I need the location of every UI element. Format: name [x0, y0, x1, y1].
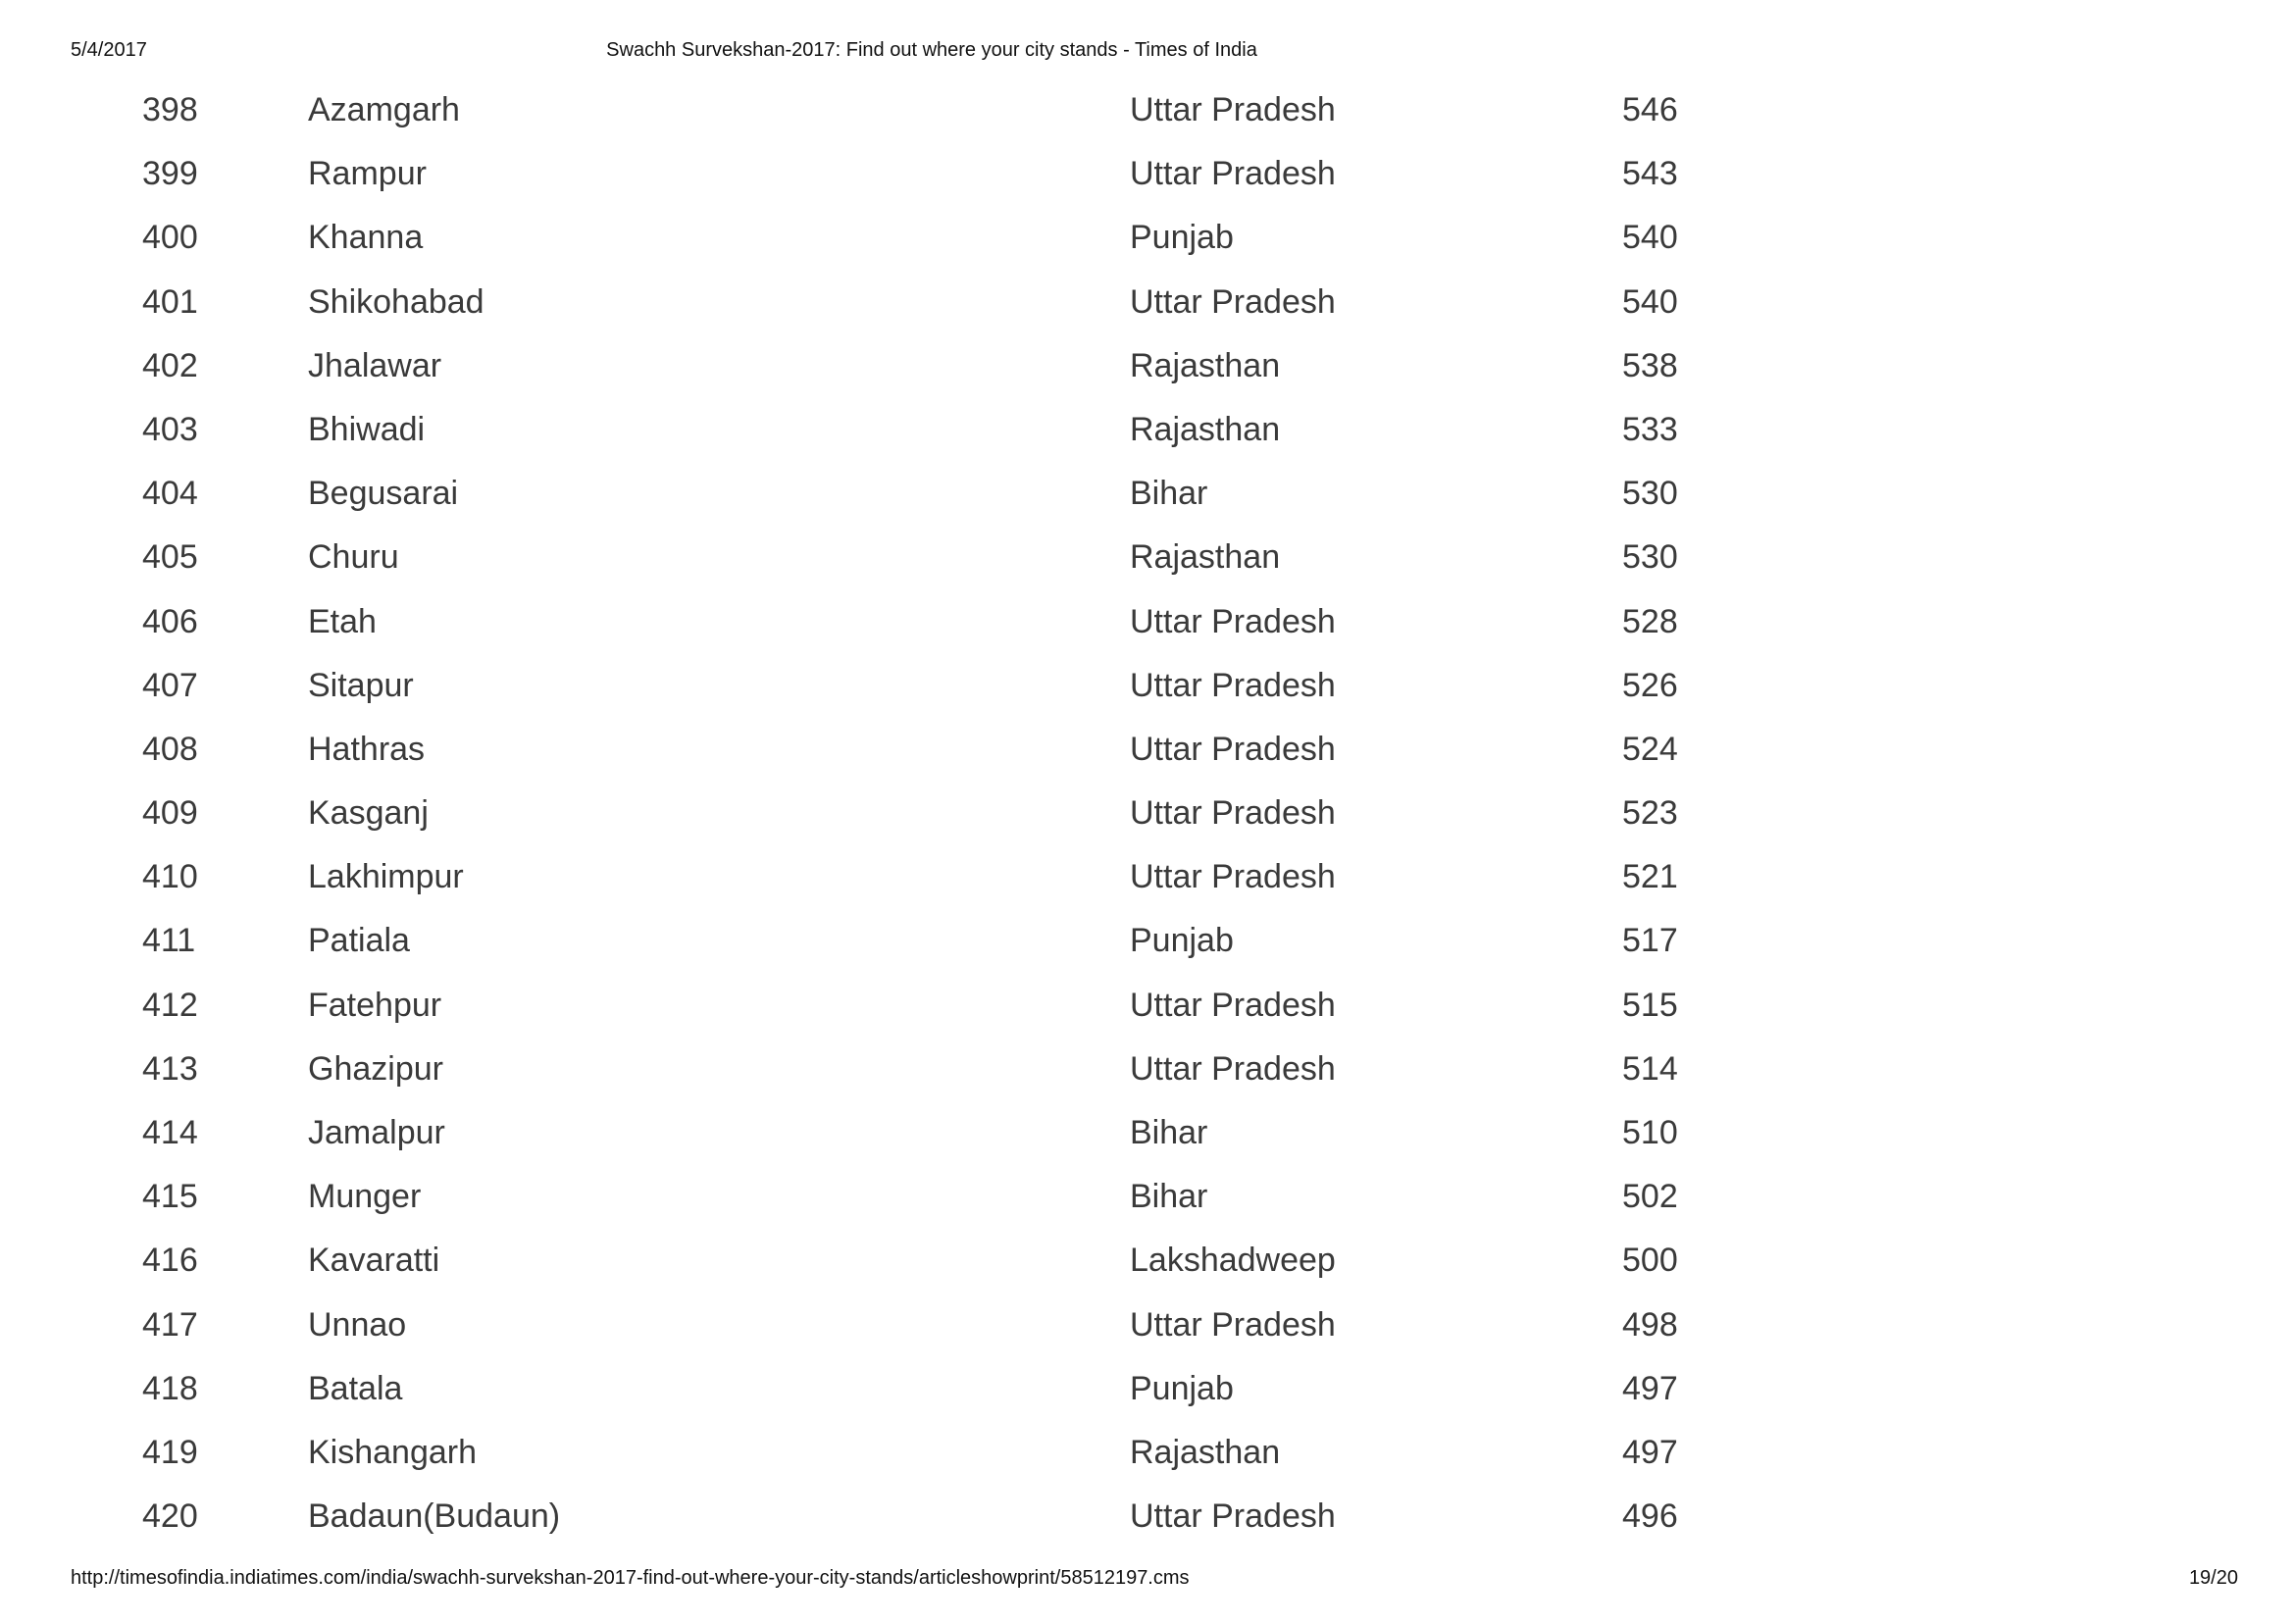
table-row [0, 1038, 2294, 1101]
score-cell: 510 [1622, 1114, 1678, 1151]
rank-cell: 413 [142, 1049, 198, 1088]
state-cell: Bihar [1130, 1114, 1208, 1151]
score-cell: 540 [1622, 219, 1678, 257]
score-cell: 515 [1622, 986, 1678, 1024]
rank-cell: 418 [142, 1369, 198, 1407]
state-cell: Rajasthan [1130, 538, 1281, 577]
state-cell: Uttar Pradesh [1130, 1497, 1336, 1536]
state-cell: Uttar Pradesh [1130, 986, 1336, 1024]
city-cell: Khanna [308, 219, 424, 257]
table-row [0, 718, 2294, 782]
score-cell: 530 [1622, 538, 1678, 577]
city-cell: Bhiwadi [308, 410, 426, 448]
rank-cell: 408 [142, 730, 198, 768]
score-cell: 498 [1622, 1305, 1678, 1344]
table-row [0, 142, 2294, 206]
table-row [0, 1485, 2294, 1548]
city-cell: Rampur [308, 155, 427, 193]
table-row [0, 845, 2294, 909]
print-url: http://timesofindia.indiatimes.com/india/swachh-survekshan-2017-find-out-where-your-city-stands/articleshowprint/58512197.cms [71, 1567, 1190, 1589]
rank-cell: 406 [142, 602, 198, 640]
city-cell: Ghazipur [308, 1049, 443, 1088]
score-cell: 514 [1622, 1049, 1678, 1088]
city-cell: Etah [308, 602, 377, 640]
state-cell: Uttar Pradesh [1130, 282, 1336, 321]
table-row [0, 1229, 2294, 1293]
city-cell: Badaun(Budaun) [308, 1497, 561, 1536]
city-cell: Sitapur [308, 666, 414, 704]
city-cell: Kavaratti [308, 1242, 440, 1280]
state-cell: Rajasthan [1130, 1433, 1281, 1471]
rank-cell: 415 [142, 1178, 198, 1216]
rank-cell: 398 [142, 91, 198, 128]
score-cell: 530 [1622, 475, 1678, 513]
table-row [0, 1101, 2294, 1165]
rank-cell: 420 [142, 1497, 198, 1536]
table-row [0, 782, 2294, 845]
rank-cell: 405 [142, 538, 198, 577]
rank-cell: 404 [142, 475, 198, 513]
state-cell: Punjab [1130, 219, 1234, 257]
state-cell: Uttar Pradesh [1130, 155, 1336, 193]
city-cell: Azamgarh [308, 91, 460, 128]
table-row [0, 1357, 2294, 1421]
city-cell: Begusarai [308, 475, 459, 513]
city-cell: Kasganj [308, 794, 429, 833]
state-cell: Uttar Pradesh [1130, 1305, 1336, 1344]
state-cell: Uttar Pradesh [1130, 91, 1336, 128]
state-cell: Rajasthan [1130, 410, 1281, 448]
rank-cell: 403 [142, 410, 198, 448]
state-cell: Uttar Pradesh [1130, 730, 1336, 768]
rank-cell: 410 [142, 858, 198, 896]
table-row [0, 1294, 2294, 1357]
ranking-table [0, 78, 2294, 1548]
rank-cell: 409 [142, 794, 198, 833]
rank-cell: 402 [142, 346, 198, 384]
state-cell: Uttar Pradesh [1130, 602, 1336, 640]
rank-cell: 417 [142, 1305, 198, 1344]
state-cell: Uttar Pradesh [1130, 1049, 1336, 1088]
score-cell: 523 [1622, 794, 1678, 833]
page-number: 19/20 [2188, 1567, 2238, 1589]
rank-cell: 419 [142, 1433, 198, 1471]
state-cell: Uttar Pradesh [1130, 666, 1336, 704]
score-cell: 526 [1622, 666, 1678, 704]
rank-cell: 401 [142, 282, 198, 321]
city-cell: Kishangarh [308, 1433, 478, 1471]
table-row [0, 1165, 2294, 1229]
score-cell: 496 [1622, 1497, 1678, 1536]
score-cell: 538 [1622, 346, 1678, 384]
state-cell: Punjab [1130, 1369, 1234, 1407]
city-cell: Hathras [308, 730, 426, 768]
table-row [0, 462, 2294, 526]
city-cell: Batala [308, 1369, 403, 1407]
state-cell: Uttar Pradesh [1130, 794, 1336, 833]
table-row [0, 206, 2294, 270]
table-row [0, 526, 2294, 589]
score-cell: 517 [1622, 922, 1678, 960]
table-row [0, 398, 2294, 462]
city-cell: Unnao [308, 1305, 407, 1344]
city-cell: Lakhimpur [308, 858, 464, 896]
score-cell: 497 [1622, 1433, 1678, 1471]
city-cell: Churu [308, 538, 399, 577]
table-row [0, 1421, 2294, 1485]
score-cell: 533 [1622, 410, 1678, 448]
city-cell: Fatehpur [308, 986, 442, 1024]
state-cell: Punjab [1130, 922, 1234, 960]
rank-cell: 411 [142, 922, 196, 960]
city-cell: Shikohabad [308, 282, 484, 321]
score-cell: 497 [1622, 1369, 1678, 1407]
table-row [0, 590, 2294, 654]
state-cell: Uttar Pradesh [1130, 858, 1336, 896]
score-cell: 521 [1622, 858, 1678, 896]
rank-cell: 416 [142, 1242, 198, 1280]
table-row [0, 909, 2294, 973]
score-cell: 524 [1622, 730, 1678, 768]
rank-cell: 414 [142, 1114, 198, 1151]
city-cell: Munger [308, 1178, 422, 1216]
score-cell: 540 [1622, 282, 1678, 321]
state-cell: Rajasthan [1130, 346, 1281, 384]
table-row [0, 78, 2294, 142]
score-cell: 546 [1622, 91, 1678, 128]
city-cell: Jamalpur [308, 1114, 445, 1151]
rank-cell: 400 [142, 219, 198, 257]
state-cell: Lakshadweep [1130, 1242, 1336, 1280]
state-cell: Bihar [1130, 475, 1208, 513]
rank-cell: 412 [142, 986, 198, 1024]
score-cell: 502 [1622, 1178, 1678, 1216]
city-cell: Patiala [308, 922, 410, 960]
rank-cell: 407 [142, 666, 198, 704]
rank-cell: 399 [142, 155, 198, 193]
table-row [0, 334, 2294, 398]
table-row [0, 974, 2294, 1038]
score-cell: 543 [1622, 155, 1678, 193]
table-row [0, 271, 2294, 334]
state-cell: Bihar [1130, 1178, 1208, 1216]
page-title: Swachh Survekshan-2017: Find out where your city stands - Times of India [606, 39, 1257, 61]
score-cell: 528 [1622, 602, 1678, 640]
table-row [0, 654, 2294, 718]
print-date: 5/4/2017 [71, 39, 147, 61]
city-cell: Jhalawar [308, 346, 442, 384]
score-cell: 500 [1622, 1242, 1678, 1280]
